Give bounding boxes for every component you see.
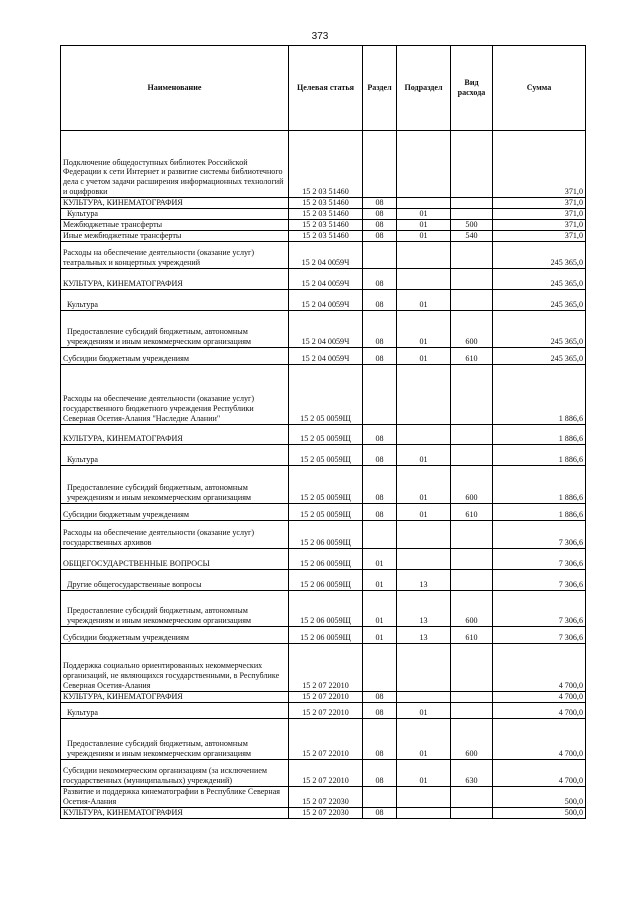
- row-expense-type: 600: [451, 310, 493, 347]
- row-subsection: [397, 364, 451, 424]
- row-amount: 7 306,6: [493, 590, 586, 626]
- table-row: [61, 241, 586, 268]
- row-subsection: [397, 643, 451, 691]
- row-name: Предоставление субсидий бюджетным, автономным учреждениям и иным некоммерческим организациям: [61, 465, 289, 503]
- row-section: 01: [363, 548, 397, 569]
- row-subsection: 13: [397, 569, 451, 590]
- row-expense-type: 540: [451, 230, 493, 241]
- table-row: [61, 759, 586, 786]
- row-section: [363, 786, 397, 807]
- row-subsection: 01: [397, 208, 451, 219]
- table-row: [61, 503, 586, 520]
- table-row: [61, 219, 586, 230]
- row-expense-type: [451, 548, 493, 569]
- row-section: 01: [363, 590, 397, 626]
- row-expense-type: [451, 643, 493, 691]
- row-name: КУЛЬТУРА, КИНЕМАТОГРАФИЯ: [61, 807, 289, 818]
- table-row: [61, 807, 586, 818]
- row-target-article: 15 2 06 0059Щ: [289, 548, 363, 569]
- row-name: Культура: [61, 289, 289, 310]
- row-target-article: 15 2 07 22010: [289, 643, 363, 691]
- row-expense-type: [451, 520, 493, 548]
- row-section: 08: [363, 268, 397, 289]
- row-amount: 4 700,0: [493, 702, 586, 718]
- row-section: 08: [363, 208, 397, 219]
- row-expense-type: [451, 198, 493, 209]
- row-expense-type: [451, 131, 493, 198]
- row-target-article: 15 2 06 0059Щ: [289, 569, 363, 590]
- row-section: [363, 241, 397, 268]
- row-expense-type: [451, 691, 493, 702]
- row-section: 08: [363, 219, 397, 230]
- budget-table: [60, 45, 586, 819]
- page-number: 373: [311, 31, 329, 42]
- row-subsection: 01: [397, 503, 451, 520]
- row-expense-type: [451, 444, 493, 465]
- row-section: 08: [363, 424, 397, 444]
- row-expense-type: 600: [451, 465, 493, 503]
- row-subsection: 01: [397, 289, 451, 310]
- row-target-article: 15 2 05 0059Щ: [289, 364, 363, 424]
- row-amount: 245 365,0: [493, 241, 586, 268]
- row-name: Подключение общедоступных библиотек Российской Федерации к сети Интернет и развитие системы библиотечного дела с учетом задачи расширения информационных технологий и оцифровки: [61, 131, 289, 198]
- row-amount: 371,0: [493, 131, 586, 198]
- table-row: [61, 198, 586, 209]
- row-name: Культура: [61, 702, 289, 718]
- row-section: 08: [363, 289, 397, 310]
- row-name: Культура: [61, 444, 289, 465]
- row-amount: 4 700,0: [493, 718, 586, 759]
- table-row: [61, 569, 586, 590]
- row-amount: 245 365,0: [493, 268, 586, 289]
- row-target-article: 15 2 04 0059Ч: [289, 268, 363, 289]
- table-row: [61, 643, 586, 691]
- table-row: [61, 520, 586, 548]
- row-section: [363, 364, 397, 424]
- row-target-article: 15 2 07 22030: [289, 786, 363, 807]
- table-row: [61, 718, 586, 759]
- row-subsection: [397, 691, 451, 702]
- row-subsection: 01: [397, 718, 451, 759]
- row-expense-type: 610: [451, 347, 493, 364]
- row-section: [363, 520, 397, 548]
- row-name: Поддержка социально ориентированных некоммерческих организаций, не являющихся государственными, в Республике Северная Осетия-Алания: [61, 643, 289, 691]
- row-target-article: 15 2 04 0059Ч: [289, 289, 363, 310]
- row-amount: 1 886,6: [493, 364, 586, 424]
- table-row: [61, 347, 586, 364]
- row-name: ОБЩЕГОСУДАРСТВЕННЫЕ ВОПРОСЫ: [61, 548, 289, 569]
- table-row: [61, 364, 586, 424]
- header-subsection: Подраздел: [397, 46, 451, 131]
- table-header-row: [61, 46, 586, 131]
- row-subsection: 01: [397, 310, 451, 347]
- row-name: Расходы на обеспечение деятельности (оказание услуг) государственного бюджетного учреждения Республики Северная Осетия-Алания "Наследие Алании": [61, 364, 289, 424]
- table-row: [61, 268, 586, 289]
- row-subsection: 01: [397, 759, 451, 786]
- row-expense-type: 500: [451, 219, 493, 230]
- row-expense-type: [451, 289, 493, 310]
- row-subsection: [397, 424, 451, 444]
- row-section: 08: [363, 691, 397, 702]
- row-expense-type: [451, 241, 493, 268]
- row-amount: 245 365,0: [493, 289, 586, 310]
- table-row: [61, 131, 586, 198]
- row-section: 08: [363, 310, 397, 347]
- row-name: КУЛЬТУРА, КИНЕМАТОГРАФИЯ: [61, 424, 289, 444]
- row-name: Субсидии бюджетным учреждениям: [61, 347, 289, 364]
- row-section: 08: [363, 444, 397, 465]
- row-name: Предоставление субсидий бюджетным, автономным учреждениям и иным некоммерческим организациям: [61, 590, 289, 626]
- row-subsection: [397, 268, 451, 289]
- row-target-article: 15 2 04 0059Ч: [289, 310, 363, 347]
- row-amount: 7 306,6: [493, 548, 586, 569]
- row-name: Межбюджетные трансферты: [61, 219, 289, 230]
- row-target-article: 15 2 03 51460: [289, 198, 363, 209]
- row-amount: 371,0: [493, 208, 586, 219]
- row-subsection: 01: [397, 465, 451, 503]
- row-target-article: 15 2 04 0059Ч: [289, 241, 363, 268]
- table-row: [61, 702, 586, 718]
- row-amount: 371,0: [493, 198, 586, 209]
- row-subsection: [397, 241, 451, 268]
- row-amount: 1 886,6: [493, 503, 586, 520]
- table-row: [61, 465, 586, 503]
- row-subsection: 01: [397, 219, 451, 230]
- row-name: Расходы на обеспечение деятельности (оказание услуг) государственных архивов: [61, 520, 289, 548]
- row-section: 08: [363, 702, 397, 718]
- row-name: Субсидии бюджетным учреждениям: [61, 503, 289, 520]
- row-section: 08: [363, 230, 397, 241]
- row-section: 01: [363, 569, 397, 590]
- row-subsection: 01: [397, 347, 451, 364]
- row-amount: 1 886,6: [493, 444, 586, 465]
- table-row: [61, 424, 586, 444]
- row-expense-type: [451, 807, 493, 818]
- table-row: [61, 208, 586, 219]
- row-subsection: [397, 520, 451, 548]
- row-subsection: [397, 198, 451, 209]
- row-section: 08: [363, 347, 397, 364]
- row-expense-type: [451, 208, 493, 219]
- header-expense-type: Вид расхода: [451, 46, 493, 131]
- row-amount: 1 886,6: [493, 465, 586, 503]
- row-section: 08: [363, 465, 397, 503]
- row-name: Иные межбюджетные трансферты: [61, 230, 289, 241]
- row-subsection: [397, 548, 451, 569]
- row-section: 08: [363, 807, 397, 818]
- row-expense-type: 630: [451, 759, 493, 786]
- row-amount: 4 700,0: [493, 691, 586, 702]
- row-amount: 7 306,6: [493, 520, 586, 548]
- row-expense-type: [451, 569, 493, 590]
- row-target-article: 15 2 07 22010: [289, 691, 363, 702]
- row-target-article: 15 2 03 51460: [289, 208, 363, 219]
- row-target-article: 15 2 03 51460: [289, 131, 363, 198]
- table-row: [61, 626, 586, 643]
- row-section: [363, 131, 397, 198]
- row-expense-type: [451, 702, 493, 718]
- row-target-article: 15 2 06 0059Щ: [289, 626, 363, 643]
- row-name: КУЛЬТУРА, КИНЕМАТОГРАФИЯ: [61, 691, 289, 702]
- row-expense-type: 600: [451, 718, 493, 759]
- row-target-article: 15 2 03 51460: [289, 219, 363, 230]
- row-target-article: 15 2 07 22030: [289, 807, 363, 818]
- header-amount: Сумма: [493, 46, 586, 131]
- header-name: Наименование: [61, 46, 289, 131]
- row-subsection: 01: [397, 230, 451, 241]
- row-target-article: 15 2 07 22010: [289, 702, 363, 718]
- row-amount: 245 365,0: [493, 310, 586, 347]
- header-section: Раздел: [363, 46, 397, 131]
- row-target-article: 15 2 05 0059Щ: [289, 465, 363, 503]
- row-target-article: 15 2 06 0059Щ: [289, 520, 363, 548]
- table-row: [61, 310, 586, 347]
- table-row: [61, 289, 586, 310]
- row-amount: 371,0: [493, 230, 586, 241]
- row-expense-type: [451, 364, 493, 424]
- row-target-article: 15 2 07 22010: [289, 759, 363, 786]
- row-subsection: 13: [397, 590, 451, 626]
- row-amount: 500,0: [493, 807, 586, 818]
- row-amount: 500,0: [493, 786, 586, 807]
- row-subsection: 01: [397, 702, 451, 718]
- row-section: 08: [363, 759, 397, 786]
- table-row: [61, 590, 586, 626]
- row-subsection: 13: [397, 626, 451, 643]
- row-target-article: 15 2 04 0059Ч: [289, 347, 363, 364]
- row-amount: 7 306,6: [493, 569, 586, 590]
- row-amount: 371,0: [493, 219, 586, 230]
- row-name: Субсидии некоммерческим организациям (за исключением государственных (муниципальных) учреждений): [61, 759, 289, 786]
- row-target-article: 15 2 05 0059Щ: [289, 424, 363, 444]
- row-target-article: 15 2 06 0059Щ: [289, 590, 363, 626]
- row-name: Предоставление субсидий бюджетным, автономным учреждениям и иным некоммерческим организациям: [61, 310, 289, 347]
- row-expense-type: 610: [451, 626, 493, 643]
- row-expense-type: 600: [451, 590, 493, 626]
- row-expense-type: [451, 268, 493, 289]
- row-amount: 4 700,0: [493, 643, 586, 691]
- row-amount: 4 700,0: [493, 759, 586, 786]
- row-section: 08: [363, 718, 397, 759]
- row-section: 01: [363, 626, 397, 643]
- row-target-article: 15 2 03 51460: [289, 230, 363, 241]
- row-section: [363, 643, 397, 691]
- row-amount: 245 365,0: [493, 347, 586, 364]
- row-target-article: 15 2 05 0059Щ: [289, 503, 363, 520]
- row-subsection: 01: [397, 444, 451, 465]
- row-name: Расходы на обеспечение деятельности (оказание услуг) театральных и концертных учреждений: [61, 241, 289, 268]
- row-name: Развитие и поддержка кинематографии в Республике Северная Осетия-Алания: [61, 786, 289, 807]
- table-row: [61, 444, 586, 465]
- row-amount: 7 306,6: [493, 626, 586, 643]
- row-target-article: 15 2 05 0059Щ: [289, 444, 363, 465]
- row-name: Предоставление субсидий бюджетным, автономным учреждениям и иным некоммерческим организациям: [61, 718, 289, 759]
- row-subsection: [397, 786, 451, 807]
- table-row: [61, 786, 586, 807]
- table-body: [61, 131, 586, 819]
- row-subsection: [397, 131, 451, 198]
- row-expense-type: [451, 424, 493, 444]
- table-row: [61, 230, 586, 241]
- row-expense-type: 610: [451, 503, 493, 520]
- row-section: 08: [363, 503, 397, 520]
- table-row: [61, 548, 586, 569]
- row-name: КУЛЬТУРА, КИНЕМАТОГРАФИЯ: [61, 268, 289, 289]
- row-target-article: 15 2 07 22010: [289, 718, 363, 759]
- row-name: Культура: [61, 208, 289, 219]
- row-amount: 1 886,6: [493, 424, 586, 444]
- header-target-article: Целевая статья: [289, 46, 363, 131]
- row-name: Субсидии бюджетным учреждениям: [61, 626, 289, 643]
- row-section: 08: [363, 198, 397, 209]
- table-row: [61, 691, 586, 702]
- row-name: Другие общегосударственные вопросы: [61, 569, 289, 590]
- row-subsection: [397, 807, 451, 818]
- row-expense-type: [451, 786, 493, 807]
- row-name: КУЛЬТУРА, КИНЕМАТОГРАФИЯ: [61, 198, 289, 209]
